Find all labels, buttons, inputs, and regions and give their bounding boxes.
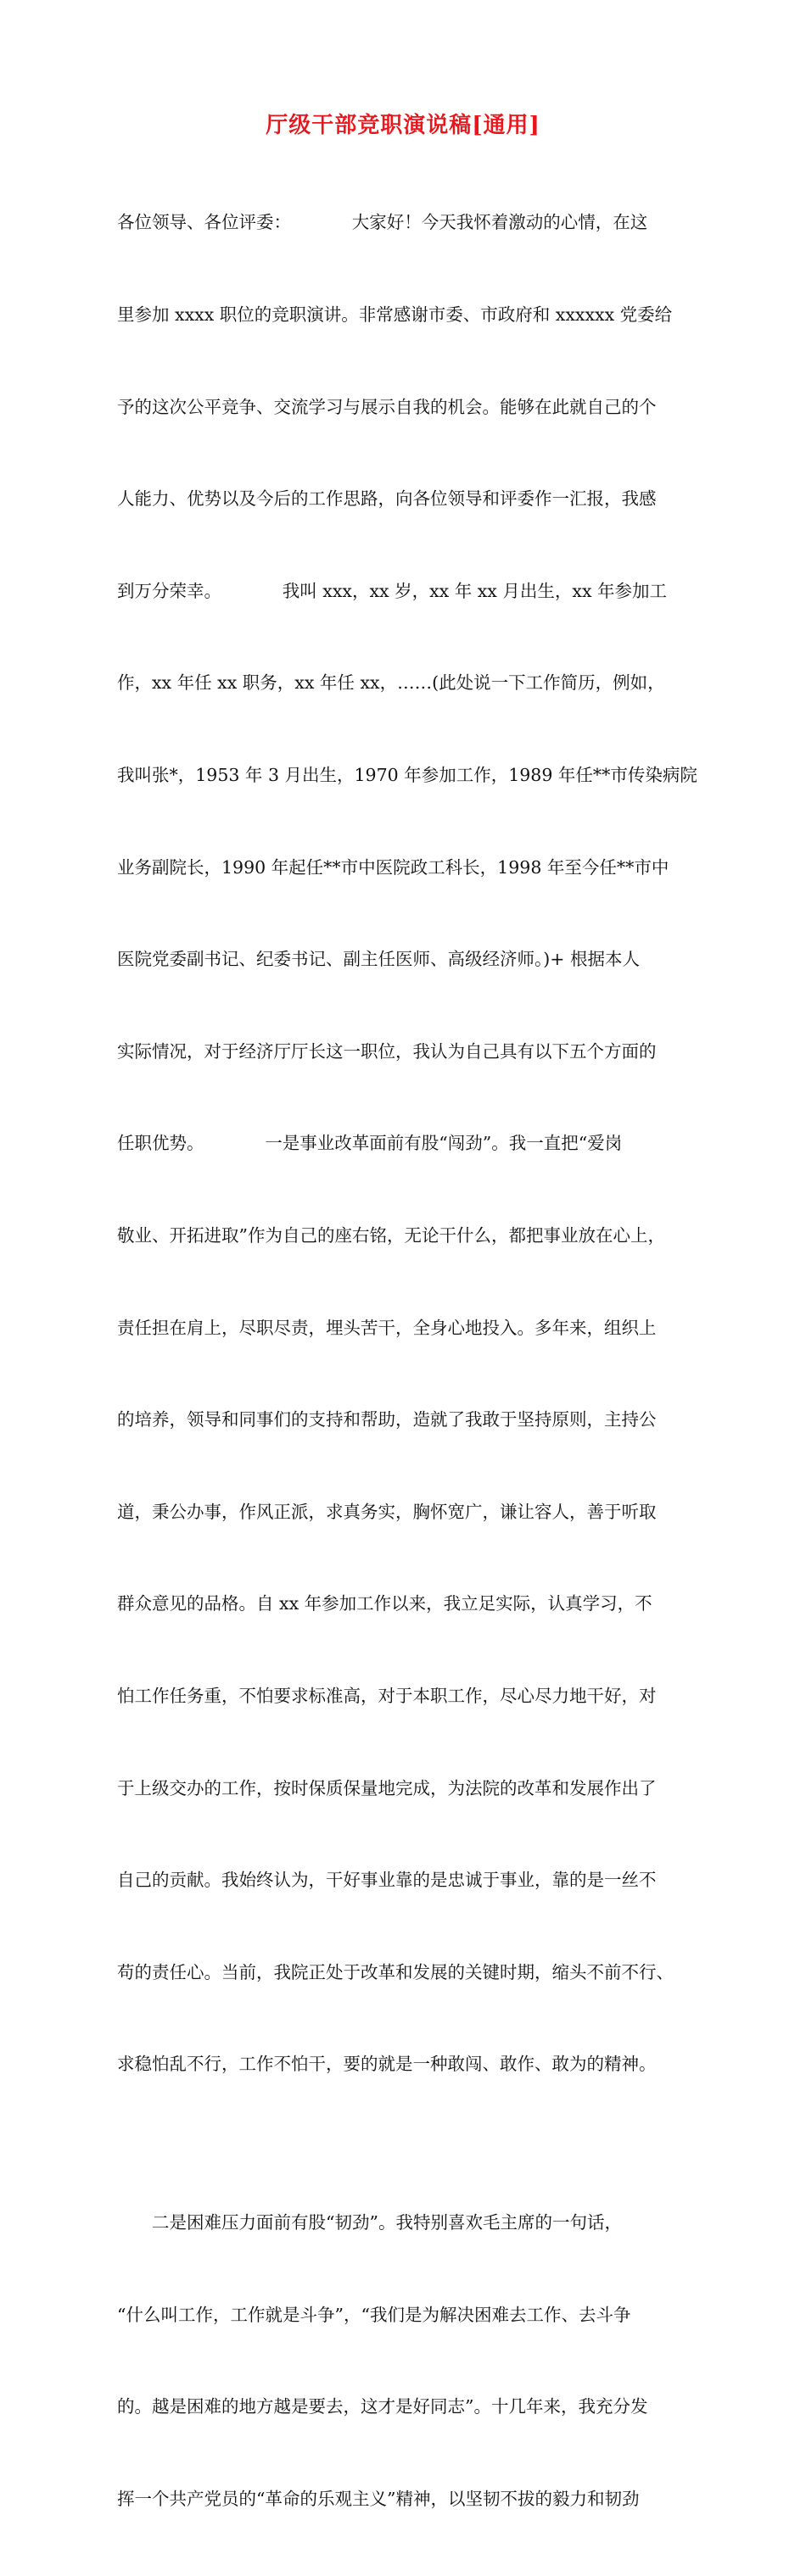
text-line: 敬业、开拓进取”作为自己的座右铭，无论干什么，都把事业放在心上，	[117, 1224, 665, 1246]
text-line: 实际情况，对于经济厅厅长这一职位，我认为自己具有以下五个方面的	[117, 1040, 657, 1062]
text-line: 予的这次公平竞争、交流学习与展示自我的机会。能够在此就自己的个	[117, 396, 657, 417]
text-line: 里参加 xxxx 职位的竞职演讲。非常感谢市委、市政府和 xxxxxx 党委给	[117, 304, 673, 325]
text-line: 我叫张*，1953 年 3 月出生，1970 年参加工作，1989 年任**市传染病院	[117, 764, 697, 785]
text-line: 怕工作任务重，不怕要求标准高，对于本职工作，尽心尽力地干好，对	[117, 1685, 657, 1706]
text-line: 到万分荣幸。 我叫 xxx，xx 岁，xx 年 xx 月出生，xx 年参加工	[117, 580, 668, 601]
document-body	[117, 146, 702, 2576]
text-line: 二是困难压力面前有股“韧劲”。我特别喜欢毛主席的一句话，	[117, 2212, 622, 2233]
text-line: “什么叫工作，工作就是斗争”，“我们是为解决困难去工作、去斗争	[117, 2304, 631, 2325]
paragraph-gap	[117, 2141, 702, 2146]
text-line: 群众意见的品格。自 xx 年参加工作以来，我立足实际，认真学习，不	[117, 1593, 652, 1614]
text-line: 于上级交办的工作，按时保质保量地完成，为法院的改革和发展作出了	[117, 1777, 657, 1798]
text-line: 挥一个共产党员的“革命的乐观主义”精神，以坚韧不拔的毅力和韧劲	[117, 2489, 640, 2510]
text-line: 责任担在肩上，尽职尽责，埋头苦干，全身心地投入。多年来，组织上	[117, 1317, 657, 1338]
text-line: 医院党委副书记、纪委书记、副主任医师、高级经济师。)+ 根据本人	[117, 949, 640, 970]
text-line: 任职优势。 一是事业改革面前有股“闯劲”。我一直把“爱岗	[117, 1133, 623, 1154]
text-line: 的。越是困难的地方越是要去，这才是好同志”。十几年来，我充分发	[117, 2396, 648, 2417]
text-line: 作，xx 年任 xx 职务，xx 年任 xx，……(此处说一下工作简历，例如，	[117, 672, 665, 694]
text-line: 苟的责任心。当前，我院正处于改革和发展的关键时期，缩头不前不行、	[117, 1961, 674, 1982]
text-line: 的培养，领导和同事们的支持和帮助，造就了我敢于坚持原则，主持公	[117, 1409, 657, 1430]
text-line: 人能力、优势以及今后的工作思路，向各位领导和评委作一汇报，我感	[117, 488, 657, 510]
text-line: 各位领导、各位评委： 大家好！今天我怀着激动的心情，在这	[117, 212, 648, 233]
document-title: 厅级干部竞职演说稿[通用]	[266, 113, 540, 138]
text-line: 求稳怕乱不行，工作不怕干，要的就是一种敢闯、敢作、敢为的精神。	[117, 2054, 657, 2075]
text-line: 业务副院长，1990 年起任**市中医院政工科长，1998 年至今任**市中	[117, 856, 669, 878]
text-line: 自己的贡献。我始终认为，干好事业靠的是忠诚于事业，靠的是一丝不	[117, 1870, 657, 1891]
text-line: 道，秉公办事，作风正派，求真务实，胸怀宽广，谦让容人，善于听取	[117, 1501, 657, 1522]
